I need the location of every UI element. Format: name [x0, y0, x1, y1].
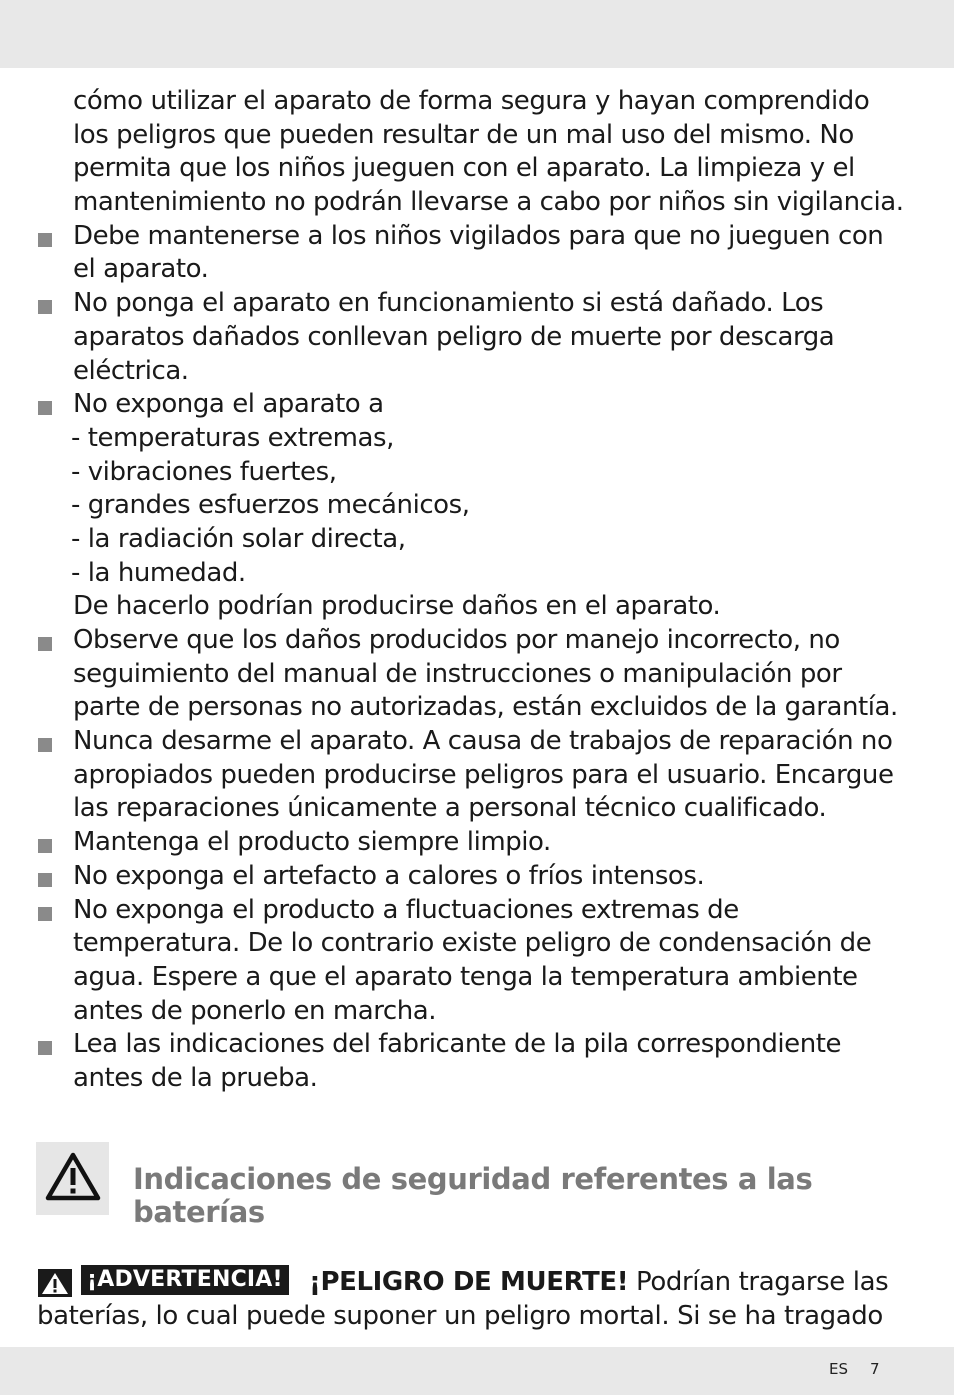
line-text: los peligros que pueden resultar de un mal uso del mismo. No [73, 119, 854, 150]
text-line [0, 759, 954, 793]
bullet-line [0, 894, 954, 928]
text-line [0, 152, 954, 186]
square-bullet-icon [38, 907, 52, 921]
warning-icon-box [36, 1142, 109, 1215]
line-text: el aparato. [73, 254, 209, 285]
line-text: aparatos dañados conllevan peligro de muerte por descarga [73, 321, 835, 352]
line-text: temperatura. De lo contrario existe peligro de condensación de [73, 928, 872, 959]
line-text: - vibraciones fuertes, [71, 456, 337, 487]
bullet-line [0, 220, 954, 254]
line-text: Lea las indicaciones del fabricante de la pila correspondiente [73, 1029, 842, 1060]
line-text: eléctrica. [73, 355, 189, 386]
advertencia-label: ¡ADVERTENCIA! [81, 1265, 289, 1295]
line-text: Observe que los daños producidos por manejo incorrecto, no [73, 625, 840, 655]
section-heading-line1: Indicaciones de seguridad referentes a las [133, 1162, 813, 1196]
line-text: - temperaturas extremas, [71, 422, 394, 453]
bullet-line [0, 860, 954, 894]
text-line [0, 691, 954, 725]
line-text: agua. Espere a que el aparato tenga la temperatura ambiente [73, 961, 858, 992]
line-text: Mantenga el producto siempre limpio. [73, 827, 551, 858]
danger-line2: baterías, lo cual puede suponer un peligro mortal. Si se ha tragado [37, 1301, 883, 1331]
line-text: parte de personas no autorizadas, están excluidos de la garantía. [73, 692, 898, 723]
bullet-line [0, 725, 954, 759]
square-bullet-icon [38, 839, 52, 853]
footer-band [0, 1347, 954, 1395]
text-line [0, 927, 954, 961]
line-text: - la radiación solar directa, [71, 523, 406, 554]
text-line [0, 85, 954, 119]
square-bullet-icon [38, 233, 52, 247]
line-text: De hacerlo podrían producirse daños en el aparato. [73, 591, 721, 622]
page-number: 7 [870, 1360, 880, 1378]
line-text: cómo utilizar el aparato de forma segura y hayan comprendido [73, 86, 870, 116]
line-text: No exponga el producto a fluctuaciones extremas de [73, 894, 739, 925]
text-line [0, 792, 954, 826]
line-text: No exponga el artefacto a calores o fríos intensos. [73, 860, 705, 891]
small-warning-icon [38, 1269, 72, 1297]
sub-list-line [0, 489, 954, 523]
text-line [0, 658, 954, 692]
line-text: No exponga el aparato a [73, 389, 384, 420]
bullet-line [0, 624, 954, 658]
page-footer [829, 1358, 880, 1380]
text-line [0, 590, 954, 624]
text-line [0, 1062, 954, 1096]
sub-list-line [0, 456, 954, 490]
line-text: las reparaciones únicamente a personal técnico cualificado. [73, 793, 827, 824]
danger-emphasis: ¡PELIGRO DE MUERTE! [309, 1267, 629, 1297]
header-band [0, 0, 954, 68]
sub-list-line [0, 422, 954, 456]
square-bullet-icon [38, 637, 52, 651]
bullet-line [0, 287, 954, 321]
danger-text-rest: Podrían tragarse las [628, 1267, 889, 1297]
section-heading [133, 1163, 913, 1229]
text-line [0, 253, 954, 287]
bullet-line [0, 826, 954, 860]
square-bullet-icon [38, 1041, 52, 1055]
line-text: - grandes esfuerzos mecánicos, [71, 490, 470, 521]
text-line [0, 321, 954, 355]
warning-triangle-icon [45, 1152, 101, 1202]
sub-list-line [0, 523, 954, 557]
line-text: apropiados pueden producirse peligros para el usuario. Encargue [73, 759, 894, 790]
section-heading-line2: baterías [133, 1195, 265, 1229]
square-bullet-icon [38, 401, 52, 415]
line-text: - la humedad. [71, 557, 246, 588]
line-text: No ponga el aparato en funcionamiento si está dañado. Los [73, 288, 824, 319]
line-text: antes de la prueba. [73, 1062, 318, 1093]
danger-warning-paragraph [0, 1265, 954, 1333]
sub-list-line [0, 557, 954, 591]
square-bullet-icon [38, 300, 52, 314]
bullet-line [0, 388, 954, 422]
line-text: seguimiento del manual de instrucciones o manipulación por [73, 658, 842, 689]
text-line [0, 186, 954, 220]
line-text: permita que los niños jueguen con el aparato. La limpieza y el [73, 153, 855, 184]
safety-text-body [0, 85, 954, 1096]
square-bullet-icon [38, 738, 52, 752]
line-text: mantenimiento no podrán llevarse a cabo por niños sin vigilancia. [73, 187, 904, 218]
square-bullet-icon [38, 873, 52, 887]
text-line [0, 995, 954, 1029]
footer-language: ES [829, 1360, 848, 1378]
text-line [0, 355, 954, 389]
text-line [0, 961, 954, 995]
line-text: Nunca desarme el aparato. A causa de trabajos de reparación no [73, 726, 893, 757]
text-line [0, 119, 954, 153]
bullet-line [0, 1028, 954, 1062]
line-text: Debe mantenerse a los niños vigilados para que no jueguen con [73, 220, 884, 251]
danger-line1 [309, 1265, 888, 1299]
line-text: antes de ponerlo en marcha. [73, 995, 437, 1026]
